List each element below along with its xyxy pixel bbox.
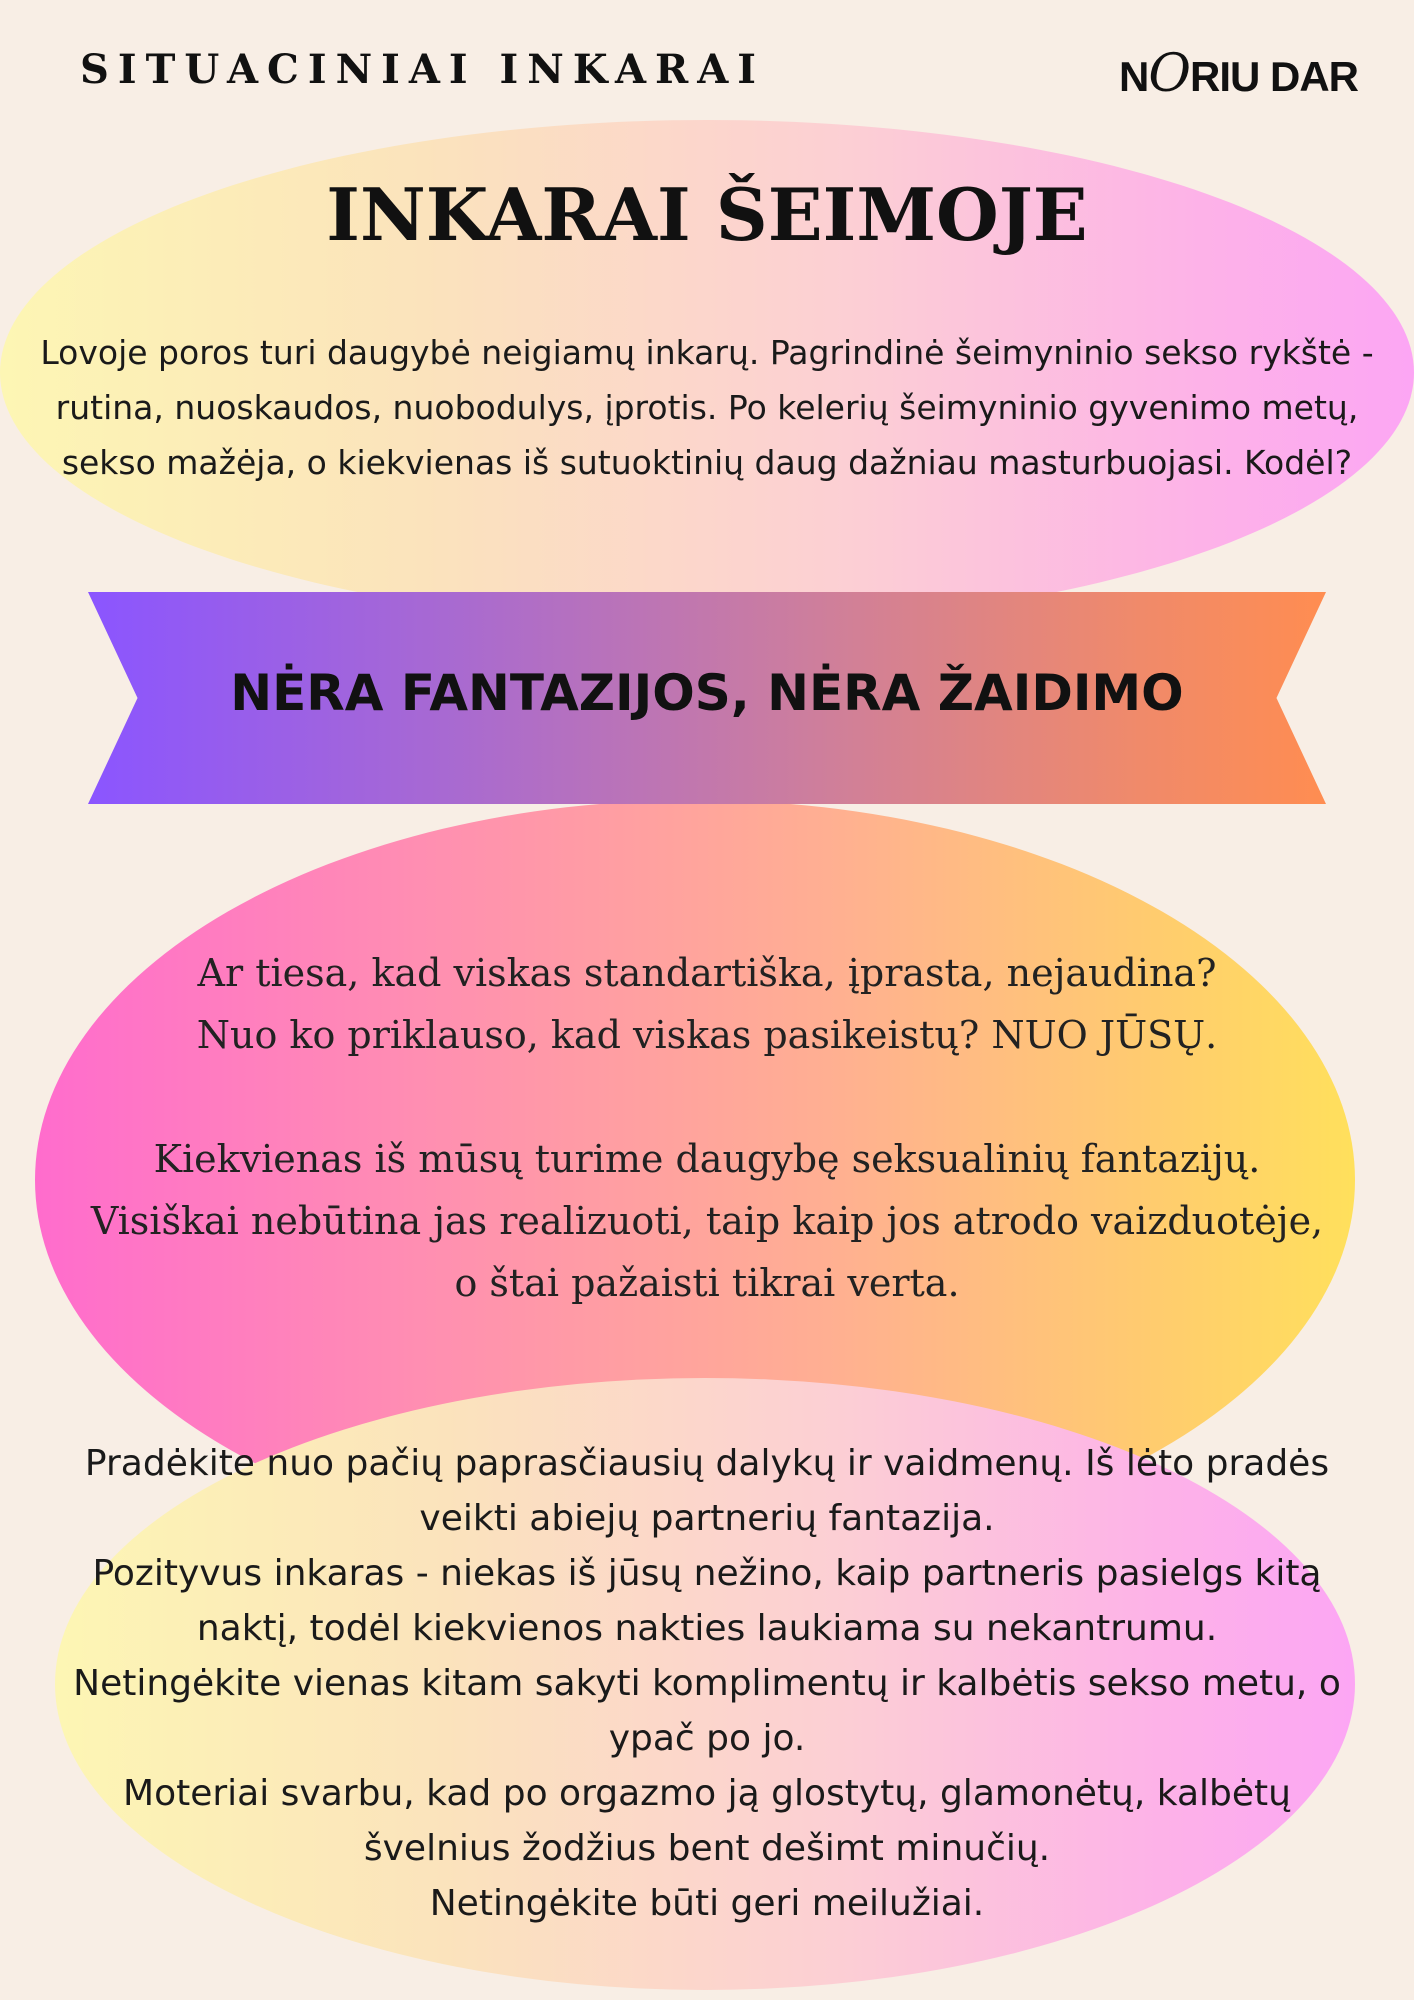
bottom-text-block: [60, 1436, 1354, 1931]
page-top-title: SITUACINIAI INKARAI: [80, 46, 765, 93]
ribbon-label: NĖRA FANTAZIJOS, NĖRA ŽAIDIMO: [230, 664, 1184, 722]
bottom-paragraph-5: Netingėkite būti geri meilužiai.: [429, 1883, 985, 1924]
middle-line-3: Kiekvienas iš mūsų turime daugybę seksualinių fantazijų.: [153, 1137, 1261, 1181]
brand-logo: [1119, 44, 1358, 104]
middle-line-5: o štai pažaisti tikrai verta.: [454, 1261, 960, 1305]
logo-rest: RIU DAR: [1190, 53, 1358, 100]
bottom-paragraph-4: Moteriai svarbu, kad po orgazmo ją glostytų, glamonėtų, kalbėtų švelnius žodžius bent dešimt minučių.: [123, 1773, 1291, 1869]
middle-text-block: [40, 942, 1374, 1314]
logo-letter-o: O: [1148, 44, 1190, 104]
middle-line-1: Ar tiesa, kad viskas standartiška, įprasta, nejaudina?: [197, 951, 1217, 995]
logo-letter-n: N: [1119, 53, 1149, 100]
middle-line-4: Visiškai nebūtina jas realizuoti, taip kaip jos atrodo vaizduotėje,: [90, 1199, 1324, 1243]
middle-line-2: Nuo ko priklauso, kad viskas pasikeistų? NUO JŪSŲ.: [196, 1013, 1218, 1057]
intro-text: Lovoje poros turi daugybė neigiamų inkarų. Pagrindinė šeimyninio sekso rykštė - rutina, nuoskaudos, nuobodulys, įprotis. Po kelerių šeimyninio gyvenimo metų, sekso mažėja, o kiekvienas iš sutuoktinių daug dažniau masturbuojasi. Kodėl?: [40, 333, 1374, 482]
bottom-paragraph-3: Netingėkite vienas kitam sakyti komplimentų ir kalbėtis sekso metu, o ypač po jo.: [73, 1663, 1341, 1759]
bottom-paragraph-2: Pozityvus inkaras - niekas iš jūsų nežino, kaip partneris pasielgs kitą naktį, todėl kiekvienos nakties laukiama su nekantrumu.: [92, 1553, 1322, 1649]
main-heading: INKARAI ŠEIMOJE: [326, 172, 1088, 257]
bottom-paragraph-1: Pradėkite nuo pačių paprasčiausių dalykų ir vaidmenų. Iš lėto pradės veikti abiejų partnerių fantazija.: [84, 1443, 1330, 1539]
